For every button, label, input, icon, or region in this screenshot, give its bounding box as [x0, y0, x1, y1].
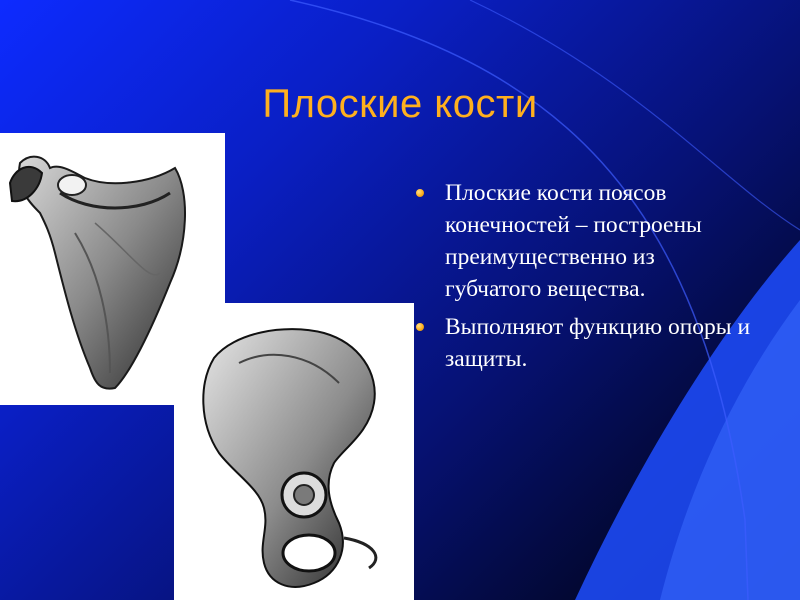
bullet-list [412, 177, 752, 381]
bullet-dot-icon [416, 323, 424, 331]
bullet-text: Плоские кости поясов конечностей – построены преимущественно из губчатого вещества. [445, 180, 702, 302]
bullet-text: Выполняют функцию опоры и защиты. [445, 314, 751, 372]
slide-title: Плоские кости [262, 82, 538, 126]
bullet-item [412, 177, 752, 305]
bullet-item [412, 311, 752, 375]
pelvis-image [174, 303, 414, 600]
bullet-dot-icon [416, 189, 424, 197]
